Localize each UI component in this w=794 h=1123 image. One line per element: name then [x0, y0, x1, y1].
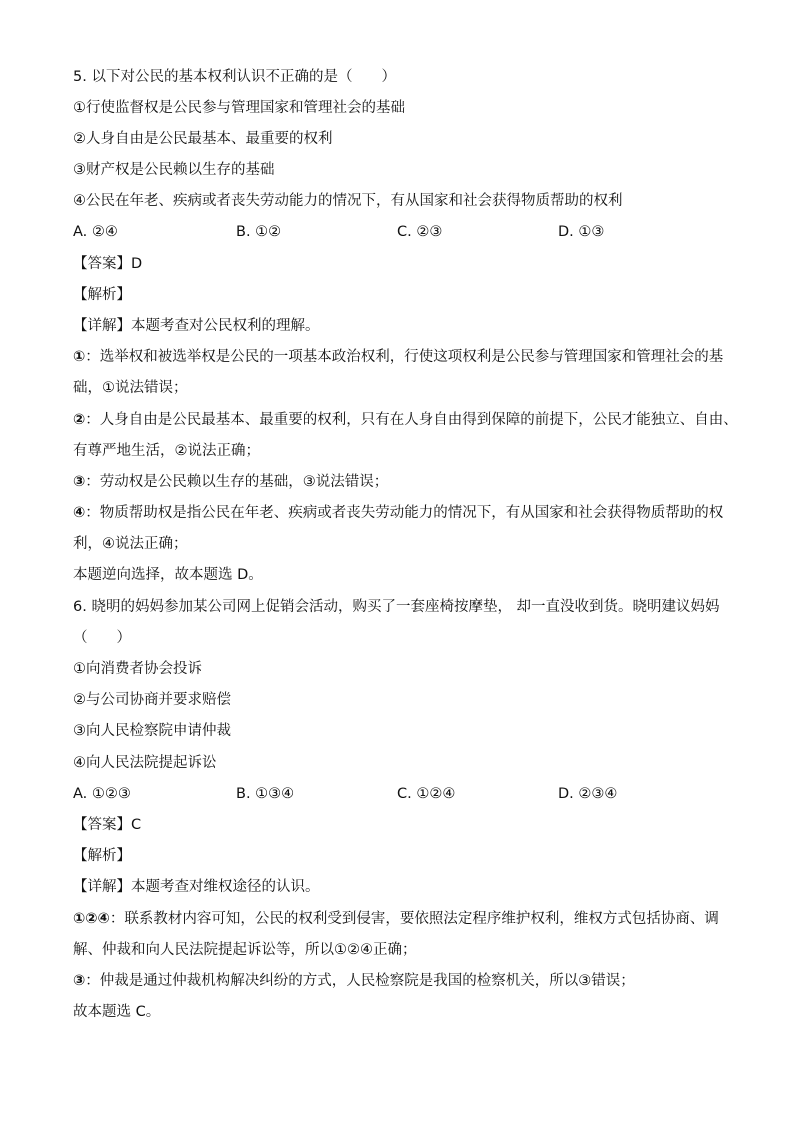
answer-label: 【答案】 [73, 256, 131, 272]
q6-option-a: A. ①②③ [73, 786, 131, 802]
detail-label: 【详解】 [73, 318, 131, 334]
answer-value: C [131, 817, 142, 833]
q5-point-2-line-2: 有尊严地生活，②说法正确； [73, 443, 260, 459]
q5-option-a: A. ②④ [73, 224, 118, 240]
detail-text: 本题考查对维权途径的认识。 [131, 879, 320, 895]
q5-item-2: ②人身自由是公民最基本、最重要的权利 [73, 131, 333, 147]
q5-options [73, 222, 713, 242]
q5-item-4: ④公民在年老、疾病或者丧失劳动能力的情况下，有从国家和社会获得物质帮助的权利 [73, 193, 623, 209]
point-mark: ② [73, 412, 86, 428]
q5-point-4-line-2: 利，④说法正确； [73, 536, 188, 552]
point-text: ：物质帮助权是指公民在年老、疾病或者丧失劳动能力的情况下，有从国家和社会获得物质帮助的权 [85, 505, 724, 521]
q6-item-3: ③向人民检察院申请仲裁 [73, 723, 231, 739]
q5-conclusion: 本题逆向选择，故本题选 D。 [73, 567, 263, 583]
q6-option-d: D. ②③④ [558, 786, 618, 802]
q5-point-4-line-1 [73, 503, 723, 523]
q5-point-1-line-2: 础，①说法错误； [73, 380, 188, 396]
point-mark: ③ [73, 973, 86, 989]
point-mark: ④ [73, 505, 86, 521]
q6-item-1: ①向消费者协会投诉 [73, 661, 202, 677]
q6-answer [73, 815, 141, 835]
point-text: ：仲裁是通过仲裁机构解决纠纷的方式，人民检察院是我国的检察机关，所以③错误； [85, 973, 635, 989]
q5-item-3: ③财产权是公民赖以生存的基础 [73, 162, 275, 178]
q5-item-1: ①行使监督权是公民参与管理国家和管理社会的基础 [73, 100, 405, 116]
q6-options [73, 784, 713, 804]
q6-stem-line-1: 6. 晓明的妈妈参加某公司网上促销会活动，购买了一套座椅按摩垫， 却一直没收到货。晓明建议妈妈 [73, 599, 720, 615]
q6-option-b: B. ①③④ [236, 786, 295, 802]
q6-stem-line-2: （ ） [73, 630, 131, 646]
point-text: ：选举权和被选举权是公民的一项基本政治权利，行使这项权利是公民参与管理国家和管理社会的基 [85, 349, 724, 365]
q6-conclusion: 故本题选 C。 [73, 1004, 161, 1020]
point-text: ：劳动权是公民赖以生存的基础，③说法错误； [85, 474, 389, 490]
q5-option-c: C. ②③ [397, 224, 443, 240]
answer-value: D [131, 256, 143, 272]
point-mark: ③ [73, 474, 86, 490]
point-mark: ①②④ [73, 911, 110, 927]
q6-point-1-line-1 [73, 909, 719, 929]
q5-point-3-line-1 [73, 472, 388, 492]
q5-option-d: D. ①③ [558, 224, 605, 240]
q6-item-4: ④向人民法院提起诉讼 [73, 755, 217, 771]
q5-detail [73, 316, 320, 336]
point-text: ：联系教材内容可知，公民的权利受到侵害，要依照法定程序维护权利，维权方式包括协商、调 [109, 911, 719, 927]
q6-option-c: C. ①②④ [397, 786, 456, 802]
q6-analysis-label: 【解析】 [73, 848, 131, 864]
q5-answer [73, 254, 142, 274]
point-mark: ① [73, 349, 86, 365]
point-text: ：人身自由是公民最基本、最重要的权利，只有在人身自由得到保障的前提下，公民才能独立、自由、 [85, 412, 738, 428]
detail-text: 本题考查对公民权利的理解。 [131, 318, 320, 334]
q6-detail [73, 877, 320, 897]
q5-stem: 5. 以下对公民的基本权利认识不正确的是（ ） [73, 69, 396, 85]
q5-point-1-line-1 [73, 347, 723, 367]
q5-point-2-line-1 [73, 410, 738, 430]
answer-label: 【答案】 [73, 817, 131, 833]
detail-label: 【详解】 [73, 879, 131, 895]
q6-item-2: ②与公司协商并要求赔偿 [73, 692, 231, 708]
q6-point-2-line-1 [73, 971, 635, 991]
q6-point-1-line-2: 解、仲裁和向人民法院提起诉讼等，所以①②④正确； [73, 942, 417, 958]
q5-option-b: B. ①② [236, 224, 282, 240]
q5-analysis-label: 【解析】 [73, 287, 131, 303]
